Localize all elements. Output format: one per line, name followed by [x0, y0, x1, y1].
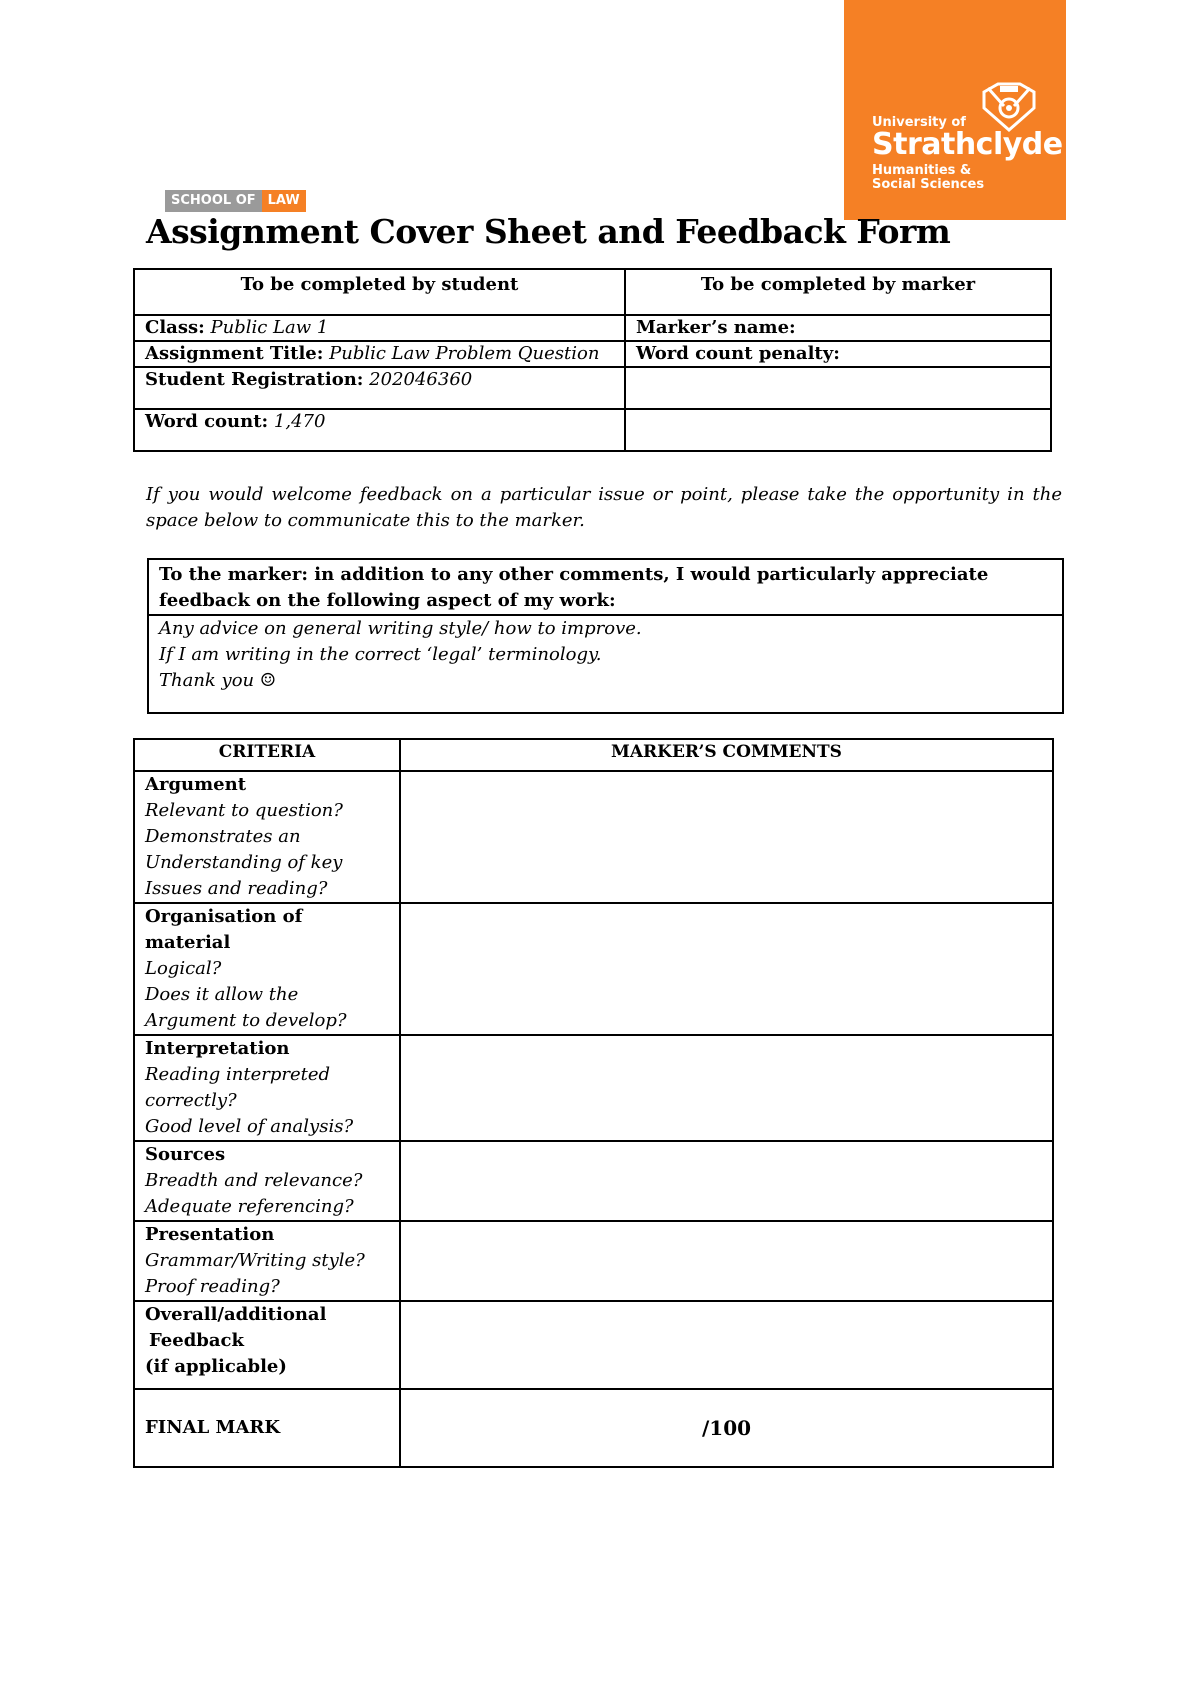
comments-cell[interactable] [400, 1035, 1053, 1141]
table-row [134, 409, 1051, 451]
feedback-instructions: If you would welcome feedback on a particular issue or point, please take the opportunity in the space below to communicate this to the marker. [146, 484, 1062, 531]
marker-note-line: Thank you ☺ [159, 670, 277, 691]
criteria-line: Logical? [145, 958, 222, 979]
class-cell [134, 315, 625, 341]
word-count-label: Word count: [145, 411, 269, 432]
comments-cell[interactable] [400, 771, 1053, 903]
marker-note-body [148, 615, 1063, 713]
university-name: Strathclyde [872, 127, 1063, 162]
comments-cell[interactable] [400, 1301, 1053, 1389]
criteria-cell [134, 1221, 400, 1301]
criteria-line: Understanding of key [145, 852, 343, 873]
criteria-line: Adequate referencing? [145, 1196, 354, 1217]
assignment-title-cell [134, 341, 625, 367]
empty-marker-cell [625, 409, 1051, 451]
criteria-line: Breadth and relevance? [145, 1170, 363, 1191]
criteria-line: Proof reading? [145, 1276, 280, 1297]
criteria-row [134, 771, 1053, 903]
registration-cell [134, 367, 625, 409]
overall-feedback-line3: (if applicable) [145, 1356, 287, 1377]
university-line1: University of [872, 115, 966, 130]
criteria-line: correctly? [145, 1090, 237, 1111]
class-value: Public Law 1 [210, 317, 329, 338]
criteria-header-row [134, 739, 1053, 771]
marker-note-line: Any advice on general writing style/ how to improve. [159, 618, 642, 639]
criteria-row [134, 903, 1053, 1035]
final-mark-value[interactable]: /100 [400, 1389, 1053, 1467]
marker-section-header: To be completed by marker [625, 269, 1051, 315]
school-of-law-logo [165, 190, 306, 212]
page-title: Assignment Cover Sheet and Feedback Form [146, 212, 951, 251]
marker-note-table [147, 558, 1064, 714]
criteria-cell [134, 903, 400, 1035]
faculty-line2: Social Sciences [872, 177, 985, 192]
class-label: Class: [145, 317, 205, 338]
overall-feedback-line2: Feedback [149, 1330, 244, 1351]
criteria-line: Issues and reading? [145, 878, 328, 899]
word-count-penalty-cell [625, 341, 1051, 367]
criteria-cell [134, 771, 400, 903]
cover-sheet-table [133, 268, 1052, 452]
comments-cell[interactable] [400, 1141, 1053, 1221]
criteria-line: Grammar/Writing style? [145, 1250, 365, 1271]
student-section-header: To be completed by student [134, 269, 625, 315]
word-count-penalty-label: Word count penalty: [636, 343, 840, 364]
table-row [134, 341, 1051, 367]
comments-cell[interactable] [400, 903, 1053, 1035]
word-count-value: 1,470 [273, 411, 326, 432]
criteria-title: Sources [145, 1144, 226, 1165]
criteria-header: CRITERIA [134, 739, 400, 771]
registration-value: 202046360 [369, 369, 473, 390]
empty-marker-cell [625, 367, 1051, 409]
final-mark-row [134, 1389, 1053, 1467]
criteria-title: Presentation [145, 1224, 275, 1245]
comments-cell[interactable] [400, 1221, 1053, 1301]
comments-header: MARKER’S COMMENTS [400, 739, 1053, 771]
criteria-line: Relevant to question? [145, 800, 343, 821]
overall-feedback-line1: Overall/additional [145, 1304, 327, 1325]
criteria-row [134, 1301, 1053, 1389]
criteria-title: Argument [145, 774, 247, 795]
criteria-row [134, 1221, 1053, 1301]
marker-name-cell [625, 315, 1051, 341]
criteria-line: Reading interpreted [145, 1064, 331, 1085]
table-row [134, 315, 1051, 341]
criteria-line: Does it allow the [145, 984, 299, 1005]
registration-label: Student Registration: [145, 369, 364, 390]
school-logo-part2: LAW [262, 190, 306, 212]
criteria-cell [134, 1301, 400, 1389]
word-count-cell [134, 409, 625, 451]
university-logo [844, 0, 1066, 220]
criteria-cell [134, 1141, 400, 1221]
table-header-row [134, 269, 1051, 315]
school-logo-part1: SCHOOL OF [165, 190, 262, 212]
criteria-table [133, 738, 1054, 1468]
marker-note-line: If I am writing in the correct ‘legal’ terminology. [159, 644, 602, 665]
final-mark-label: FINAL MARK [134, 1389, 400, 1467]
assignment-title-label: Assignment Title: [145, 343, 324, 364]
criteria-line: Good level of analysis? [145, 1116, 354, 1137]
criteria-row [134, 1141, 1053, 1221]
criteria-title: Interpretation [145, 1038, 290, 1059]
criteria-row [134, 1035, 1053, 1141]
criteria-line: Argument to develop? [145, 1010, 347, 1031]
table-row [134, 367, 1051, 409]
criteria-cell [134, 1035, 400, 1141]
assignment-title-value: Public Law Problem Question [329, 343, 600, 364]
criteria-line: Demonstrates an [145, 826, 301, 847]
faculty-line1: Humanities & [872, 163, 972, 178]
criteria-title: Organisation of material [145, 906, 303, 953]
marker-name-label: Marker’s name: [636, 317, 796, 338]
marker-note-header: To the marker: in addition to any other comments, I would particularly appreciate feedback on the following aspect of my work: [148, 559, 1063, 615]
